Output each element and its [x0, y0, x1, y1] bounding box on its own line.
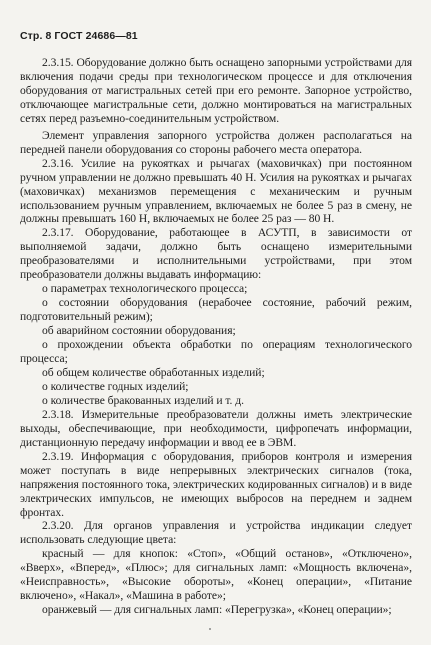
list-item-defect-count: о количестве бракованных изделий и т. д.	[42, 393, 244, 407]
list-item-process-parameters: о параметрах технологического процесса;	[42, 282, 248, 296]
list-item-emergency-state: об аварийном состоянии оборудования;	[42, 324, 236, 338]
list-item-equipment-state: о состоянии оборудования (нерабочее состояние, рабочий режим, подготовительный режим);	[20, 296, 412, 324]
color-item-red: красный — для кнопок: «Стоп», «Общий останов», «Отключено», «Вверх», «Вперед», «Плюс»; для сигнальных ламп: «Мощность включена», «Неисправность», «Высокие обороты», «Конец операции», «Питание включено», «Накал», «Машина в работе»;	[20, 547, 412, 603]
list-item-good-count: о количестве годных изделий;	[42, 379, 189, 393]
paragraph-2-3-20: 2.3.20. Для органов управления и устройства индикации следует использовать следующие цвета:	[20, 519, 412, 547]
paragraph-2-3-17: 2.3.17. Оборудование, работающее в АСУТП, в зависимости от выполняемой задачи, должно быть оснащено измерительными преобразователями и исполнительными устройствами, при этом преобразователи должны выдавать информацию:	[20, 226, 412, 282]
page-speck	[209, 628, 211, 630]
paragraph-2-3-18: 2.3.18. Измерительные преобразователи должны иметь электрические выходы, обеспечивающие, при необходимости, цифропечать информации, дистанционную передачу информации и ввод ее в ЭВМ.	[20, 407, 412, 449]
paragraph-2-3-15: 2.3.15. Оборудование должно быть оснащено запорными устройствами для включения подачи среды при технологическом процессе и для отключения оборудования от магистральных сетей при его ремонте. Запорное устройство, отключающее магистральные сети, должно монтироваться на магистральных сетях перед разъемно-соединительным устройством.	[20, 56, 412, 125]
list-item-object-passage: о прохождении объекта обработки по операциям технологического процесса;	[20, 338, 412, 366]
list-item-total-count: об общем количестве обработанных изделий;	[42, 365, 265, 379]
paragraph-2-3-19: 2.3.19. Информация с оборудования, приборов контроля и измерения может поступать в виде непрерывных электрических сигналов (тока, напряжения постоянного тока, электрических кодированных сигналов) и в виде электрических импульсов, не имеющих выбросов на переднем и заднем фронтах.	[20, 449, 412, 519]
paragraph-control-element: Элемент управления запорного устройства должен располагаться на передней панели оборудования со стороны рабочего места оператора.	[20, 128, 412, 156]
paragraph-2-3-16: 2.3.16. Усилие на рукоятках и рычагах (маховичках) при постоянном ручном управлении не должно превышать 40 Н. Усилия на рукоятках и рычагах (маховичках) механизмов перемещения с механическим и ручным использованием ручным управлением, включаемых не более 5 раз в смену, не должны превышать 160 Н, включаемых не более 25 раз — 80 Н.	[20, 156, 412, 226]
color-item-orange: оранжевый — для сигнальных ламп: «Перегрузка», «Конец операции»;	[42, 603, 392, 617]
document-body	[20, 56, 412, 617]
page-header: Стр. 8 ГОСТ 24686—81	[20, 30, 138, 42]
